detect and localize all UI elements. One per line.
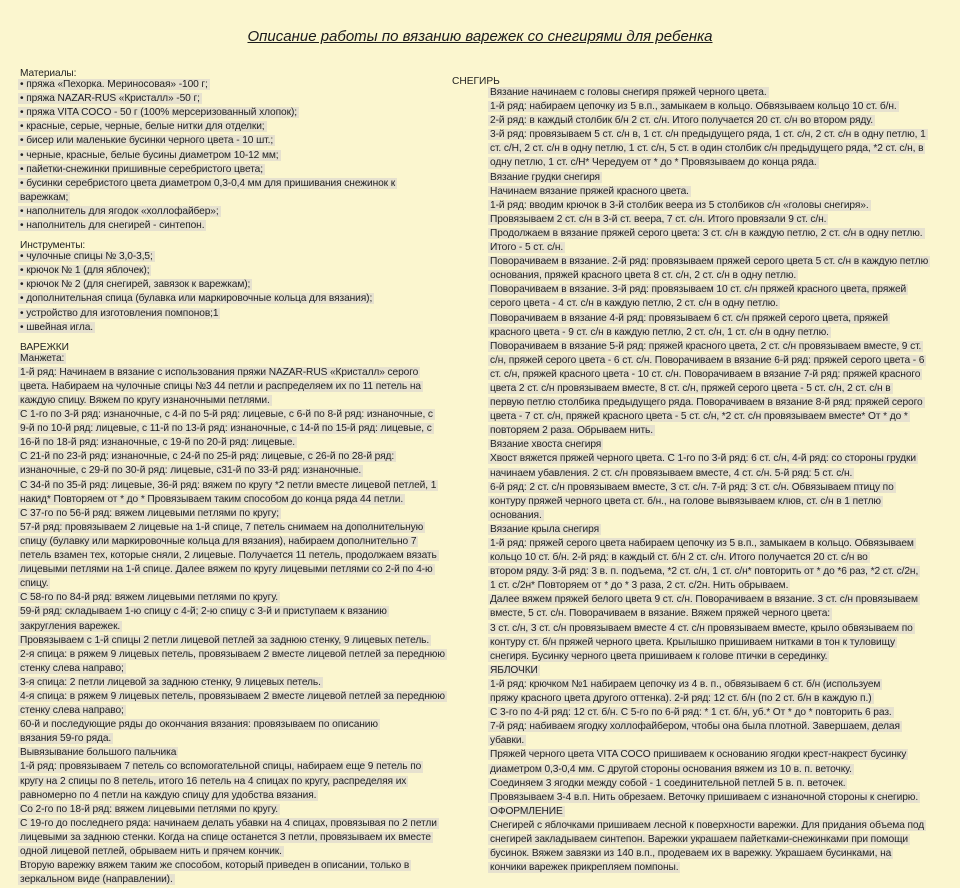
- mittens-line: 59-й ряд: складываем 1-ю спицу с 4-й; 2-ю спицу с 3-й и приступаем к вязанию: [20, 606, 387, 618]
- bullfinch-line: убавки.: [490, 735, 525, 747]
- mittens-line: зеркальном виде (направлении).: [20, 874, 173, 886]
- bullfinch-line: Продолжаем в вязание пряжей серого цвета: 3 ст. с/н в каждую петлю, 2 ст. с/н в одну петлю.: [490, 227, 923, 239]
- bullfinch-line: 2-й ряд: в каждый столбик б/н 2 ст. с/н. Итого получается 20 ст. с/н во втором ряду.: [490, 115, 873, 127]
- tools-line: • крючок № 1 (для яблочек);: [20, 265, 150, 277]
- bullfinch-line: 1-й ряд: крючком №1 набираем цепочку из 4 в. п., обвязываем 6 ст. б/н (используем: [490, 678, 881, 690]
- mittens-line: стенку слева направо;: [20, 662, 124, 674]
- materials-line: • пряжа NAZAR-RUS «Кристалл» -50 г;: [20, 93, 200, 105]
- bullfinch-line: Провязываем 2 ст. с/н в 3-й ст. веера, 7 ст. с/н. Итого провязали 9 ст. с/н.: [490, 213, 827, 225]
- bullfinch-line: Поворачиваем в вязание 5-й ряд: пряжей красного цвета, 2 ст. с/н провязываем вместе, 9 ст.: [490, 340, 922, 352]
- mittens-line: 9-й по 10-й ряд: лицевые, с 11-й по 13-й ряд: изнаночные, с 14-й по 15-й ряд: лицевые, с: [20, 423, 432, 435]
- mittens-line: каждую спицу. Вяжем по кругу изнаночными петлями.: [20, 395, 270, 407]
- bullfinch-line: 1-й ряд: вводим крючок в 3-й столбик веера из 5 столбиков с/н «головы снегиря».: [490, 199, 869, 211]
- mittens-line: спицу (булавку или маркировочные кольца для вязания), набираем дополнительно 7: [20, 535, 417, 547]
- bullfinch-line: 7-й ряд: набиваем ягодку холлофайбером, чтобы она была плотной. Завершаем, делая: [490, 721, 900, 733]
- bullfinch-line: с/н, пряжей серого цвета - 6 ст. с/н. Поворачиваем в вязание 6-й ряд: пряжей серого цвета - 6: [490, 354, 925, 366]
- bullfinch-line: цвета 2 ст. с/н провязываем вместе, 8 ст. с/н, пряжей серого цвета - 5 ст. с/н, 2 ст. с/н в: [490, 382, 891, 394]
- mittens-line: кругу на 2 спицы по 8 петель, итого 16 петель на 4 спицах по кругу, распределяя их: [20, 775, 407, 787]
- bullfinch-line: 3 ст. с/н, 3 ст. с/н провязываем вместе 4 ст. с/н провязываем вместе, крыло обвязываем по: [490, 622, 913, 634]
- bullfinch-line: основания.: [490, 509, 542, 521]
- mittens-line: С 1-го по 3-й ряд: изнаночные, с 4-й по 5-й ряд: лицевые, с 6-й по 8-й ряд: изнаночные, с: [20, 409, 433, 421]
- mittens-line: С 21-й по 23-й ряд: изнаночные, с 24-й по 25-й ряд: лицевые, с 26-й по 28-й ряд:: [20, 451, 395, 463]
- mittens-line: равномерно по 4 петли на каждую спицу для удобства вязания.: [20, 789, 317, 801]
- bullfinch-line: серого цвета - 4 ст. с/н в каждую петлю, 2 ст. с/н в одну петлю.: [490, 298, 779, 310]
- materials-list: [18, 79, 448, 234]
- mittens-line: стенку слева направо;: [20, 705, 124, 717]
- bullfinch-line: Поворачиваем в вязание 4-й ряд: провязываем 6 ст. с/н пряжей серого цвета, пряжей: [490, 312, 888, 324]
- mittens-line: закругления варежек.: [20, 620, 121, 632]
- bullfinch-line: Хвост вяжется пряжей черного цвета. С 1-го по 3-й ряд: 6 ст. с/н, 4-й ряд: со стороны грудки: [490, 453, 916, 465]
- mittens-line: С 37-го по 56-й ряд: вяжем лицевыми петлями по кругу;: [20, 507, 279, 519]
- mittens-line: 2-я спица: в ряжем 9 лицевых петель, провязываем 2 вместе лицевой петлей за переднюю: [20, 648, 445, 660]
- bullfinch-line: 1-й ряд: набираем цепочку из 5 в.п., замыкаем в кольцо. Обвязываем кольцо 10 ст. б/н.: [490, 101, 897, 113]
- materials-line: • пряжа «Пехорка. Мериносовая» -100 г;: [20, 79, 208, 91]
- bullfinch-line: Вязание грудки снегиря: [490, 171, 600, 183]
- mittens-heading: ВАРЕЖКИ: [20, 341, 69, 353]
- bullfinch-line: втором ряду. 3-й ряд: 3 в. п. подъема, *2 ст. с/н, 1 ст. с/н* повторить от * до *6 раз, *2 ст. с/2н,: [490, 566, 919, 578]
- bullfinch-line: ст. с/н, пряжей красного цвета - 10 ст. с/н. Поворачиваем в вязание 7-й ряд: пряжей красного: [490, 368, 921, 380]
- mittens-line: вязания 59-го ряда.: [20, 733, 112, 745]
- mittens-line: Провязываем с 1-й спицы 2 петли лицевой петлей за заднюю стенку, 9 лицевых петель.: [20, 634, 430, 646]
- mittens-line: Манжета:: [20, 352, 65, 364]
- bullfinch-line: основания, пряжей красного цвета 8 ст. с/н, 2 ст. с/н в одну петлю.: [490, 270, 797, 282]
- bullfinch-line: 6-й ряд: 2 ст. с/н провязываем вместе, 3 ст. с/н. 7-й ряд: 3 ст. с/н. Обвязываем птицу по: [490, 481, 894, 493]
- bullfinch-line: пряжу красного цвета другого оттенка). 2-й ряд: 12 ст. б/н (по 2 ст. б/н в каждую п.): [490, 693, 872, 705]
- bullfinch-heading: СНЕГИРЬ: [452, 76, 500, 87]
- mittens-line: С 58-го по 84-й ряд: вяжем лицевыми петлями по кругу.: [20, 592, 278, 604]
- bullfinch-line: снегиря. Бусинку черного цвета пришиваем к голове птички в серединку.: [490, 650, 828, 662]
- bullfinch-line: бусинок. Вяжем завязки из 140 в.п., продеваем их в варежку. Украшаем бусинками, на: [490, 848, 892, 860]
- bullfinch-line: вместе, 5 ст. с/н. Поворачиваем в вязание. Вяжем пряжей черного цвета:: [490, 608, 831, 620]
- mittens-line: 3-я спица: 2 петли лицевой за заднюю стенку, 9 лицевых петель.: [20, 676, 321, 688]
- mittens-line: С 34-й по 35-й ряд: лицевые, 36-й ряд: вяжем по кругу *2 петли вместе лицевой петлей, 1: [20, 479, 437, 491]
- mittens-line: спицу.: [20, 578, 49, 590]
- mittens-line: 4-я спица: в ряжем 9 лицевых петель, провязываем 2 вместе лицевой петлей за переднюю: [20, 690, 445, 702]
- bullfinch-line: Вязание хвоста снегиря: [490, 439, 602, 451]
- mittens-line: петель взамен тех, которые сняли, 2 лицевые. Получается 11 петель, продолжаем вязать: [20, 550, 437, 562]
- tools-list: [18, 251, 448, 336]
- bullfinch-line: С 3-го по 4-й ряд: 12 ст. б/н. С 5-го по 6-й ряд: * 1 ст. б/н, уб.* От * до * повторить 6 раз.: [490, 707, 892, 719]
- bullfinch-line: 3-й ряд: провязываем 5 ст. с/н в, 1 ст. с/н предыдущего ряда, 1 ст. с/н, 2 ст. с/н в одну петлю, 1: [490, 129, 926, 141]
- bullfinch-line: первую петлю столбика предыдущего ряда. Поворачиваем в вязание 8-й ряд: пряжей серого: [490, 397, 923, 409]
- mittens-line: Вывязывание большого пальчика: [20, 747, 177, 759]
- tools-line: • устройство для изготовления помпонов;1: [20, 307, 219, 319]
- bullfinch-line: повторяем 2 раза. Обрываем нить.: [490, 425, 653, 437]
- right-column: [488, 76, 950, 876]
- materials-line: • пайетки-снежинки пришивные серебристого цвета;: [20, 163, 263, 175]
- mittens-instructions: [18, 353, 448, 888]
- materials-line: • наполнитель для ягодок «холлофайбер»;: [20, 205, 219, 217]
- bullfinch-line: красного цвета - 9 ст. с/н в каждую петлю, 2 ст. с/н, 1 ст. с/н в одну петлю.: [490, 326, 829, 338]
- page-title: Описание работы по вязанию варежек со снегирями для ребенка: [247, 28, 713, 45]
- mittens-line: лицевыми за заднюю стенки. Когда на спице останется 3 петли, провязываем их вместе: [20, 831, 431, 843]
- mittens-line: одной лицевой петлей, обрываем нить и прячем кончик.: [20, 846, 282, 858]
- bullfinch-line: кольцо 10 ст. б/н. 2-й ряд: в каждый ст. б/н 2 ст. с/н. Итого получается 20 ст. с/н во: [490, 552, 868, 564]
- bullfinch-line: диаметром 0,3-0,4 мм. С другой стороны основания вяжем из 10 в. п. веточку.: [490, 763, 852, 775]
- bullfinch-line: Вязание начинаем с головы снегиря пряжей черного цвета.: [490, 87, 767, 98]
- materials-line: • бисер или маленькие бусинки черного цвета - 10 шт.;: [20, 135, 274, 147]
- bullfinch-line: ЯБЛОЧКИ: [490, 664, 538, 676]
- mittens-line: цвета. Набираем на чулочные спицы №3 44 петли и распределяем их по 11 петель на: [20, 380, 421, 392]
- materials-line: • бусинки серебристого цвета диаметром 0,3-0,4 мм для пришивания снежинок к: [20, 177, 396, 189]
- bullfinch-line: Вязание крыла снегиря: [490, 523, 599, 535]
- bullfinch-line: Начинаем вязание пряжей красного цвета.: [490, 185, 689, 197]
- bullfinch-line: 1-й ряд: пряжей серого цвета набираем цепочку из 5 в.п., замыкаем в кольцо. Обвязываем: [490, 538, 914, 549]
- bullfinch-line: Итого - 5 ст. с/н.: [490, 242, 564, 254]
- materials-line: • пряжа VITA COCO - 50 г (100% мерсеризованный хлопок);: [20, 107, 297, 119]
- tools-heading: Инструменты:: [20, 240, 86, 252]
- tools-line: • дополнительная спица (булавка или маркировочные кольца для вязания);: [20, 293, 373, 305]
- bullfinch-line: одну петлю, 1 ст. с/Н* Чередуем от * до * Провязываем до конца ряда.: [490, 157, 817, 169]
- bullfinch-line: Снегирей с яблочками пришиваем лесной к поверхности варежки. Для придания объема под: [490, 819, 925, 831]
- mittens-line: лицевыми петлями на 1-й спице. Далее вяжем по кругу лицевыми петлями со 2-й по 4-ю: [20, 564, 433, 576]
- bullfinch-line: Соединяем 3 ягодки между собой - 1 соединительной петлей 5 в. п. веточек.: [490, 777, 846, 789]
- materials-line: варежкам;: [20, 191, 69, 203]
- mittens-line: Вторую варежку вяжем таким же способом, который приведен в описании, только в: [20, 860, 410, 872]
- bullfinch-line: ОФОРМЛЕНИЕ: [490, 805, 563, 817]
- tools-line: • чулочные спицы № 3,0-3,5;: [20, 251, 153, 263]
- tools-line: • крючок № 2 (для снегирей, завязок к варежкам);: [20, 279, 251, 291]
- bullfinch-line: начинаем убавления. 2 ст. с/н провязываем вместе, 4 ст. с/н. 5-й ряд: 5 ст. с/н.: [490, 467, 853, 479]
- mittens-line: 57-й ряд: провязываем 2 лицевые на 1-й спице, 7 петель снимаем на дополнительную: [20, 521, 424, 533]
- bullfinch-line: кончики варежек прикрепляем помпоны.: [490, 862, 679, 874]
- bullfinch-line: снегирей закладываем синтепон. Варежки украшаем пайетками-снежинками при помощи: [490, 833, 908, 845]
- materials-line: • красные, серые, черные, белые нитки для отделки;: [20, 121, 265, 133]
- materials-heading: Материалы:: [20, 68, 77, 79]
- mittens-line: накид* Повторяем от * до * Провязываем таким способом до конца ряда 44 петли.: [20, 493, 404, 505]
- mittens-line: Со 2-го по 18-й ряд: вяжем лицевыми петлями по кругу.: [20, 803, 278, 815]
- bullfinch-line: цвета - 7 ст. с/н, пряжей красного цвета - 5 ст. с/н, *2 ст. с/н провязываем вместе* От * до *: [490, 411, 908, 423]
- mittens-line: 60-й и последующие ряды до окончания вязания: провязываем по описанию: [20, 719, 378, 731]
- mittens-line: С 19-го до последнего ряда: начинаем делать убавки на 4 спицах, провязывая по 2 петли: [20, 817, 437, 829]
- mittens-line: 1-й ряд: Начинаем в вязание с использования пряжи NAZAR-RUS «Кристалл» серого: [20, 366, 419, 378]
- bullfinch-line: контуру пряжей черного цвета ст. б/н., на голове вывязываем клюв, ст. с/н в 1 петлю: [490, 495, 881, 507]
- bullfinch-line: Провязываем 3-4 в.п. Нить обрезаем. Веточку пришиваем с изнаночной стороны к снегирю.: [490, 791, 919, 803]
- left-column: [18, 68, 448, 888]
- mittens-line: 1-й ряд: провязываем 7 петель со вспомогательной спицы, набираем еще 9 петель по: [20, 761, 422, 773]
- bullfinch-line: Поворачиваем в вязание. 2-й ряд: провязываем пряжей серого цвета 5 ст. с/н в каждую петлю: [490, 256, 929, 268]
- mittens-line: изнаночные, с 29-й по 30-й ряд: лицевые, с31-й по 33-й ряд: изнаночные.: [20, 465, 362, 477]
- materials-line: • наполнитель для снегирей - синтепон.: [20, 219, 205, 231]
- tools-line: • швейная игла.: [20, 321, 93, 333]
- bullfinch-line: ст. с/Н, 2 ст. с/н в одну петлю, 1 ст. с/н, 5 ст. в один столбик с/н предыдущего ряда, *2 ст. с/н, в: [490, 143, 924, 155]
- bullfinch-line: контуру ст. б/н пряжей черного цвета. Крылышко пришиваем нитками в тон к туловищу: [490, 636, 896, 648]
- bullfinch-instructions: [488, 87, 950, 876]
- bullfinch-line: Поворачиваем в вязание. 3-й ряд: провязываем 10 ст. с/н пряжей красного цвета, пряжей: [490, 284, 907, 296]
- bullfinch-line: 1 ст. с/2н* Повторяем от * до * 3 раза, 2 ст. с/2н. Нить обрываем.: [490, 580, 789, 592]
- mittens-line: 16-й по 18-й ряд: изнаночные, с 19-й по 20-й ряд: лицевые.: [20, 437, 296, 449]
- bullfinch-line: Пряжей черного цвета VITA COCO пришиваем к основанию ягодки крест-накрест бусинку: [490, 749, 907, 761]
- materials-line: • черные, красные, белые бусины диаметром 10-12 мм;: [20, 149, 279, 161]
- bullfinch-line: Далее вяжем пряжей белого цвета 9 ст. с/н. Поворачиваем в вязание. 3 ст. с/н провязываем: [490, 594, 918, 606]
